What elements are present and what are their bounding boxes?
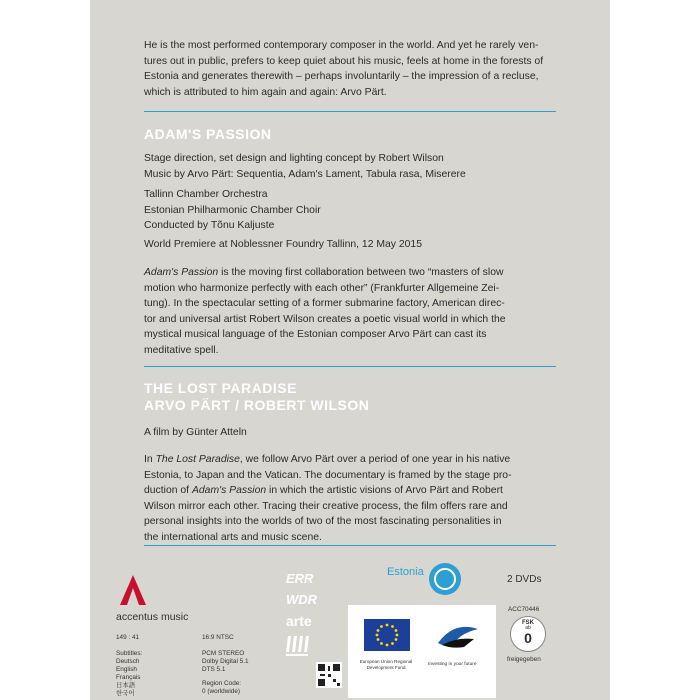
description-line: personal insights into the worlds of two of the most fascinating personalities in: [144, 516, 502, 528]
adams-passion-credits: [144, 151, 556, 182]
section-divider: [144, 366, 556, 367]
subtitles-label: Subtitles:: [116, 650, 143, 657]
intro-paragraph: [144, 38, 556, 100]
eu-fund-label: European Union Regional Development Fund: [359, 659, 413, 670]
description-line: tor and universal artist Robert Wilson creates a poetic visual world in which the: [144, 313, 506, 325]
lost-paradise-title-italic: The Lost Paradise: [155, 454, 240, 465]
description-line: duction of Adam's Passion in which the artistic visions of Arvo Pärt and Robert: [144, 485, 503, 497]
intro-line: Estonia and generates therewith – perhaps involuntarily – the impression of a recluse,: [144, 71, 539, 83]
description-line: In The Lost Paradise, we follow Arvo Pärt over a period of one year in his native: [144, 454, 511, 465]
lost-paradise-description: [144, 452, 556, 546]
dvd-back-cover: [90, 0, 610, 700]
investing-label: Investing in your future: [428, 662, 477, 667]
audio-formats: [202, 650, 249, 674]
lost-paradise-heading-line2: ARVO PÄRT / ROBERT WILSON: [144, 397, 370, 413]
wdr-logo: WDR: [286, 592, 318, 607]
qr-code-icon: [316, 662, 342, 688]
adams-passion-heading: ADAM'S PASSION: [144, 126, 272, 142]
err-logo: ERR: [286, 571, 314, 586]
adams-passion-title-italic: Adam's Passion: [144, 267, 219, 278]
region-label: Region Code:: [202, 680, 242, 687]
eu-funding-box: [348, 605, 496, 698]
fsk-status: freigegeben: [507, 656, 541, 663]
section-divider: [144, 545, 556, 546]
lost-paradise-heading-line1: THE LOST PARADISE: [144, 380, 297, 396]
audio-format: Dolby Digital 5.1: [202, 658, 249, 665]
performer-line: Tallinn Chamber Orchestra: [144, 189, 268, 200]
subtitle-language: Français: [116, 674, 141, 681]
dvd-count: 2 DVDs: [507, 574, 542, 585]
credit-line: Music by Arvo Pärt: Sequentia, Adam's Lament, Tabula rasa, Miserere: [144, 168, 466, 180]
film-credit: A film by Günter Atteln: [144, 427, 247, 438]
video-format: 16:9 NTSC: [202, 634, 234, 641]
performer-line: Estonian Philharmonic Chamber Choir: [144, 204, 321, 216]
estonian-swallow-icon: [434, 619, 480, 653]
broadcaster-logo-icon: [286, 636, 312, 658]
description-line: tung). In the spectacular setting of a former submarine factory, American direc-: [144, 298, 505, 310]
fsk-rating-badge: [510, 616, 546, 652]
section-divider: [144, 111, 556, 112]
region-code: [202, 680, 241, 696]
lost-paradise-heading: [144, 380, 369, 414]
fsk-label: FSK: [522, 620, 534, 626]
description-line: Estonia, to Japan and the Vatican. The documentary is framed by the stage pro-: [144, 469, 512, 481]
adams-passion-title-italic: Adam's Passion: [191, 485, 267, 497]
adams-passion-premiere: World Premiere at Noblessner Foundry Tallinn, 12 May 2015: [144, 239, 422, 250]
subtitles-block: [116, 650, 142, 698]
catalog-number: ACC70446: [508, 606, 540, 613]
accentus-logo-icon: [120, 575, 146, 605]
subtitle-language: 日本語: [116, 682, 136, 689]
subtitle-language: Deutsch: [116, 658, 140, 665]
region-value: 0 (worldwide): [202, 688, 241, 695]
intro-line: tures out in public, prefers to keep quiet about his music, feels at home in the forests of: [144, 55, 544, 67]
arte-logo: arte: [286, 613, 312, 629]
subtitle-language: English: [116, 666, 137, 673]
description-line: meditative spell.: [144, 344, 219, 356]
description-line: Wilson mirror each other. Tracing their creative process, the film offers rare and: [144, 500, 508, 512]
intro-line: He is the most performed contemporary composer in the world. And yet he rarely ven-: [144, 40, 539, 51]
description-line: mystical musical language of the Estonian composer Arvo Pärt can cast its: [144, 329, 487, 341]
audio-format: DTS 5.1: [202, 666, 226, 673]
fsk-age: 0: [524, 630, 532, 646]
performer-line: Conducted by Tõnu Kaljuste: [144, 220, 275, 232]
audio-format: PCM STEREO: [202, 650, 245, 657]
description-line: motion who harmonize perfectly with each other” (Frankfurter Allgemeine Zei-: [144, 282, 500, 294]
adams-passion-performers: [144, 187, 556, 234]
description-line: the international arts and music scene.: [144, 531, 322, 543]
credit-line: Stage direction, set design and lighting concept by Robert Wilson: [144, 153, 444, 164]
intro-line: which is attributed to him again and again: Arvo Pärt.: [144, 86, 387, 98]
label-name: accentus music: [116, 611, 189, 623]
adams-passion-description: [144, 265, 556, 359]
welcome-to-estonia-icon: [428, 562, 462, 596]
subtitle-language: 한국어: [116, 690, 135, 697]
runtime: 149 : 41: [116, 634, 140, 641]
estonia-logo-text: Estonia: [387, 566, 424, 578]
eu-flag-icon: [364, 619, 410, 651]
fsk-ab: ab: [525, 625, 531, 631]
description-line: Adam's Passion is the moving first collaboration between two “masters of slow: [144, 267, 504, 278]
